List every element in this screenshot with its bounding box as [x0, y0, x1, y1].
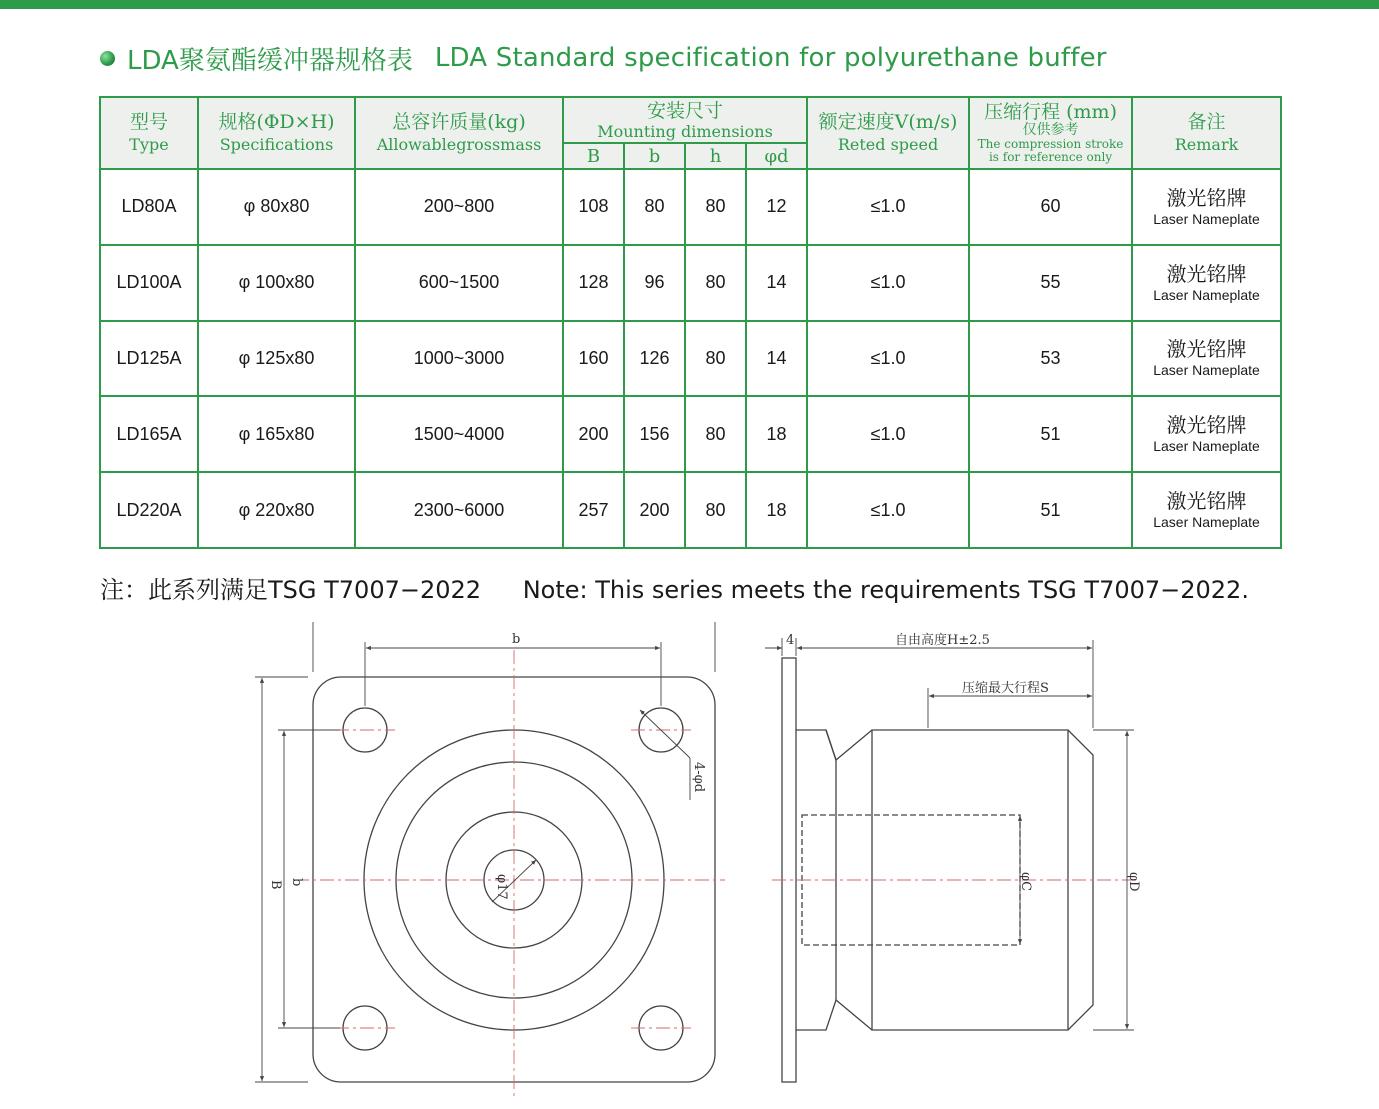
side-plate: [782, 658, 796, 1082]
label-hole: 4-φd: [691, 762, 706, 793]
label-b-top: b: [512, 632, 521, 647]
cell-type: LD165A: [100, 396, 198, 472]
remark-en: Laser Nameplate: [1153, 514, 1260, 531]
cell-remark: [1132, 169, 1281, 245]
cell-h: 80: [685, 245, 746, 321]
cell-type: LD220A: [100, 472, 198, 548]
compliance-note: [100, 570, 1249, 605]
header-spec-cn: 规格(ΦD×H): [218, 111, 335, 133]
bullet-icon: [100, 51, 115, 66]
header-stroke: [969, 97, 1132, 169]
header-mount-d: φd: [746, 143, 807, 169]
page-title: [100, 38, 1107, 78]
label-dia-d: φD: [1126, 872, 1141, 892]
cell-mass: 2300~6000: [355, 472, 563, 548]
cell-spec: φ 220x80: [198, 472, 355, 548]
cell-speed: ≤1.0: [807, 245, 969, 321]
header-stroke-en2: is for reference only: [988, 150, 1113, 164]
header-spec-en: Specifications: [219, 135, 334, 154]
cell-remark: [1132, 472, 1281, 548]
cell-type: LD125A: [100, 321, 198, 397]
cell-h: 80: [685, 321, 746, 397]
label-stroke: 压缩最大行程S: [962, 681, 1049, 696]
cell-b: 80: [624, 169, 685, 245]
remark-cn: 激光铭牌: [1166, 261, 1247, 286]
header-mount: [563, 97, 807, 143]
header-mass-en: Allowablegrossmass: [376, 135, 542, 154]
table-row: [100, 472, 1281, 548]
cell-b: 96: [624, 245, 685, 321]
cell-B: 200: [563, 396, 624, 472]
front-labels: [268, 632, 706, 900]
header-mount-h: h: [685, 143, 746, 169]
cell-mass: 1500~4000: [355, 396, 563, 472]
header-mass-cn: 总容许质量(kg): [392, 111, 526, 133]
cell-stroke: 51: [969, 472, 1132, 548]
cell-d: 14: [746, 321, 807, 397]
remark-cn: 激光铭牌: [1166, 489, 1247, 514]
cell-speed: ≤1.0: [807, 396, 969, 472]
header-type-cn: 型号: [129, 111, 168, 133]
header-stroke-en: The compression stroke: [977, 137, 1124, 151]
header-remark-en: Remark: [1174, 135, 1239, 154]
side-labels: [786, 632, 1141, 892]
label-thickness: 4: [786, 633, 795, 648]
note-chinese: 注：此系列满足TSG T7007−2022: [100, 576, 482, 604]
cell-speed: ≤1.0: [807, 321, 969, 397]
header-remark-cn: 备注: [1187, 111, 1226, 133]
cell-h: 80: [685, 169, 746, 245]
cell-d: 14: [746, 245, 807, 321]
remark-cn: 激光铭牌: [1166, 413, 1247, 438]
cell-B: 257: [563, 472, 624, 548]
side-dimensions: [765, 638, 1134, 1030]
cell-d: 18: [746, 396, 807, 472]
header-stroke-cn2: 仅供参考: [1022, 122, 1079, 138]
cell-speed: ≤1.0: [807, 169, 969, 245]
front-dimensions: [255, 622, 715, 1082]
cell-mass: 600~1500: [355, 245, 563, 321]
label-center: φ17: [494, 874, 509, 900]
remark-en: Laser Nameplate: [1153, 210, 1260, 227]
cell-B: 108: [563, 169, 624, 245]
cell-h: 80: [685, 472, 746, 548]
cell-b: 200: [624, 472, 685, 548]
remark-cn: 激光铭牌: [1166, 185, 1247, 210]
cell-B: 160: [563, 321, 624, 397]
table-row: [100, 169, 1281, 245]
note-english: Note: This series meets the requirements TSG T7007−2022.: [522, 576, 1249, 604]
label-B-side: B: [268, 880, 283, 890]
header-spec: [198, 97, 355, 169]
cell-b: 126: [624, 321, 685, 397]
cell-remark: [1132, 396, 1281, 472]
cell-stroke: 53: [969, 321, 1132, 397]
cell-remark: [1132, 321, 1281, 397]
top-accent-bar: [0, 0, 1379, 9]
cell-spec: φ 80x80: [198, 169, 355, 245]
table-row: [100, 396, 1281, 472]
header-stroke-cn: 压缩行程 (mm): [984, 101, 1117, 123]
header-speed-en: Reted speed: [837, 135, 939, 154]
title-english: LDA Standard specification for polyurethane buffer: [434, 43, 1107, 73]
label-b-side: b: [289, 878, 304, 887]
header-type: [100, 97, 198, 169]
cell-b: 156: [624, 396, 685, 472]
cell-mass: 1000~3000: [355, 321, 563, 397]
cell-speed: ≤1.0: [807, 472, 969, 548]
remark-en: Laser Nameplate: [1153, 286, 1260, 303]
cell-spec: φ 165x80: [198, 396, 355, 472]
table-row: [100, 245, 1281, 321]
header-speed-cn: 额定速度V(m/s): [818, 111, 958, 133]
remark-en: Laser Nameplate: [1153, 362, 1260, 379]
header-mass: [355, 97, 563, 169]
header-mount-b: b: [624, 143, 685, 169]
remark-cn: 激光铭牌: [1166, 337, 1247, 362]
remark-en: Laser Nameplate: [1153, 438, 1260, 455]
cell-type: LD100A: [100, 245, 198, 321]
header-remark: [1132, 97, 1281, 169]
cell-h: 80: [685, 396, 746, 472]
cell-spec: φ 125x80: [198, 321, 355, 397]
header-mount-B: B: [563, 143, 624, 169]
spec-table: [99, 96, 1282, 549]
table-row: [100, 321, 1281, 397]
cell-remark: [1132, 245, 1281, 321]
cell-stroke: 60: [969, 169, 1132, 245]
cell-d: 18: [746, 472, 807, 548]
cell-type: LD80A: [100, 169, 198, 245]
header-type-en: Type: [129, 135, 169, 154]
header-mount-cn: 安装尺寸: [647, 100, 724, 122]
cell-B: 128: [563, 245, 624, 321]
cell-mass: 200~800: [355, 169, 563, 245]
label-free-height: 自由高度H±2.5: [895, 633, 990, 648]
side-view: [782, 658, 1093, 1082]
header-speed: [807, 97, 969, 169]
cell-stroke: 55: [969, 245, 1132, 321]
header-mount-en: Mounting dimensions: [597, 122, 773, 141]
cell-stroke: 51: [969, 396, 1132, 472]
cell-spec: φ 100x80: [198, 245, 355, 321]
technical-drawing: [0, 610, 1379, 1100]
front-center-lines: [295, 650, 725, 1100]
title-chinese: LDA聚氨酯缓冲器规格表: [127, 45, 413, 76]
label-dia-c: φC: [1018, 872, 1033, 892]
cell-d: 12: [746, 169, 807, 245]
